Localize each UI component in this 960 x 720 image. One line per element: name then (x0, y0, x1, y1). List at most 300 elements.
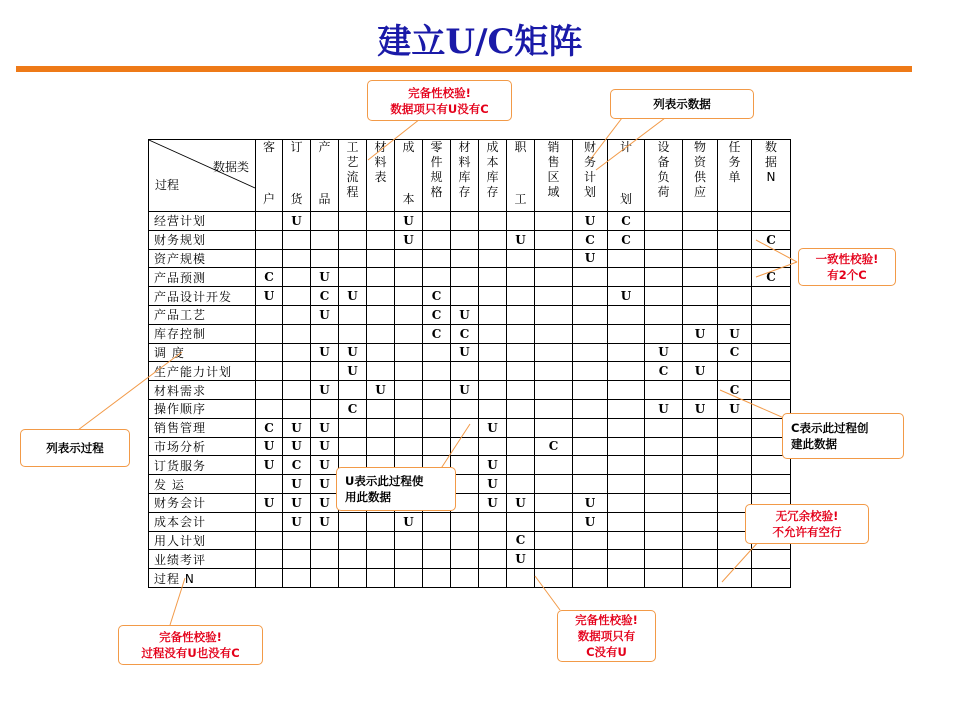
column-header (451, 140, 479, 212)
matrix-cell (645, 437, 683, 456)
matrix-cell: U (507, 230, 535, 249)
matrix-cell: U (283, 212, 311, 231)
matrix-cell (395, 418, 423, 437)
process-name: 调 度 (149, 343, 256, 362)
matrix-cell (479, 550, 507, 569)
table-row (149, 268, 791, 287)
callout-line: 不允许有空行 (772, 525, 842, 539)
matrix-cell: C (718, 343, 752, 362)
matrix-cell (535, 268, 573, 287)
matrix-cell (451, 418, 479, 437)
matrix-cell (645, 249, 683, 268)
matrix-cell (339, 418, 367, 437)
matrix-cell (423, 437, 451, 456)
matrix-cell (423, 531, 451, 550)
matrix-cell (367, 212, 395, 231)
process-name: 经营计划 (149, 212, 256, 231)
matrix-cell: C (752, 268, 791, 287)
table-row (149, 287, 791, 306)
matrix-cell (608, 456, 645, 475)
column-header-char: 务 (728, 155, 741, 169)
matrix-cell (752, 475, 791, 494)
column-header-char: 存 (458, 185, 471, 199)
matrix-cell (339, 437, 367, 456)
matrix-cell (395, 305, 423, 324)
matrix-cell (423, 418, 451, 437)
column-header-char: 产 (318, 140, 331, 154)
matrix-cell (718, 418, 752, 437)
matrix-cell (645, 230, 683, 249)
matrix-cell: U (311, 418, 339, 437)
matrix-cell (535, 493, 573, 512)
matrix-cell (608, 493, 645, 512)
matrix-cell (339, 324, 367, 343)
matrix-cell (479, 512, 507, 531)
matrix-cell (573, 475, 608, 494)
matrix-corner-header (149, 140, 256, 212)
matrix-cell (423, 249, 451, 268)
callout-redundancy (745, 504, 869, 544)
table-row (149, 550, 791, 569)
matrix-cell (283, 399, 311, 418)
column-header-char: 负 (657, 170, 670, 184)
process-name: 产品工艺 (149, 305, 256, 324)
matrix-cell (535, 230, 573, 249)
matrix-cell: U (395, 512, 423, 531)
matrix-cell (507, 268, 535, 287)
matrix-cell (608, 550, 645, 569)
column-header-char: 任 (728, 140, 741, 154)
process-name: 市场分析 (149, 437, 256, 456)
matrix-cell: C (608, 212, 645, 231)
matrix-cell (256, 531, 283, 550)
matrix-cell (256, 381, 283, 400)
process-name: 财务会计 (149, 493, 256, 512)
column-header-char: 数 (764, 140, 777, 154)
matrix-cell (256, 230, 283, 249)
matrix-cell (479, 569, 507, 588)
matrix-cell (683, 531, 718, 550)
matrix-cell (283, 249, 311, 268)
matrix-cell: U (683, 399, 718, 418)
matrix-cell (507, 212, 535, 231)
matrix-cell: U (283, 437, 311, 456)
matrix-cell (367, 399, 395, 418)
matrix-cell (645, 268, 683, 287)
matrix-cell (683, 230, 718, 249)
matrix-cell (451, 550, 479, 569)
matrix-cell (683, 249, 718, 268)
process-name: 销售管理 (149, 418, 256, 437)
matrix-cell: U (256, 456, 283, 475)
matrix-cell (479, 287, 507, 306)
matrix-cell (718, 249, 752, 268)
matrix-cell (507, 249, 535, 268)
matrix-cell (573, 418, 608, 437)
matrix-cell (608, 381, 645, 400)
matrix-cell (573, 343, 608, 362)
callout-columns-note (610, 89, 754, 119)
matrix-cell (645, 418, 683, 437)
matrix-cell: C (451, 324, 479, 343)
matrix-cell (256, 212, 283, 231)
page-title: 建立U/C矩阵 (377, 22, 583, 62)
column-header-char: 料 (374, 155, 387, 169)
matrix-cell: U (311, 268, 339, 287)
column-header-char: 本 (402, 192, 415, 206)
column-header-text (395, 140, 422, 211)
matrix-cell: U (256, 493, 283, 512)
matrix-cell: U (311, 512, 339, 531)
matrix-cell (367, 343, 395, 362)
matrix-cell (339, 230, 367, 249)
matrix-cell (535, 456, 573, 475)
matrix-cell: U (683, 324, 718, 343)
matrix-cell (339, 381, 367, 400)
matrix-cell (339, 268, 367, 287)
column-header (608, 140, 645, 212)
matrix-cell (256, 305, 283, 324)
matrix-cell (608, 399, 645, 418)
callout-line: C没有U (586, 645, 627, 659)
matrix-cell (507, 418, 535, 437)
matrix-cell (608, 437, 645, 456)
table-row (149, 475, 791, 494)
column-header-char: 订 (290, 140, 303, 154)
matrix-cell (507, 362, 535, 381)
matrix-cell: U (395, 230, 423, 249)
matrix-cell (718, 212, 752, 231)
table-row (149, 399, 791, 418)
column-header-text (507, 140, 534, 211)
column-header-char: 户 (262, 192, 275, 206)
process-name: 生产能力计划 (149, 362, 256, 381)
matrix-cell (256, 475, 283, 494)
matrix-cell: U (311, 343, 339, 362)
column-header-char: 设 (657, 140, 670, 154)
matrix-cell: C (283, 456, 311, 475)
callout-line: 完备性校验! (159, 630, 222, 644)
callout-completeness-bottom-left (118, 625, 263, 665)
matrix-cell (451, 512, 479, 531)
matrix-cell: U (683, 362, 718, 381)
matrix-cell (535, 362, 573, 381)
matrix-cell (367, 512, 395, 531)
matrix-cell: U (645, 343, 683, 362)
column-header-text (339, 140, 366, 211)
matrix-cell (752, 249, 791, 268)
callout-line: 完备性校验! (408, 85, 471, 100)
column-header-char: 库 (486, 170, 499, 184)
matrix-cell (507, 475, 535, 494)
column-header (718, 140, 752, 212)
matrix-cell (311, 550, 339, 569)
matrix-cell (608, 324, 645, 343)
matrix-cell: C (311, 287, 339, 306)
callout-line: 列表示数据 (653, 97, 711, 111)
matrix-cell (645, 569, 683, 588)
matrix-cell (573, 268, 608, 287)
matrix-cell (479, 268, 507, 287)
matrix-cell (683, 287, 718, 306)
table-row (149, 512, 791, 531)
matrix-cell (573, 550, 608, 569)
matrix-cell (256, 569, 283, 588)
matrix-cell (718, 437, 752, 456)
matrix-cell (507, 437, 535, 456)
column-header-char: 划 (619, 192, 632, 206)
callout-line: 完备性校验! (575, 613, 638, 627)
column-header-text (608, 140, 644, 211)
table-row (149, 531, 791, 550)
matrix-cell (339, 212, 367, 231)
matrix-cell (451, 362, 479, 381)
process-name: 材料需求 (149, 381, 256, 400)
column-header-text (752, 140, 790, 211)
callout-u-note (336, 467, 456, 511)
column-header-text (479, 140, 506, 211)
matrix-cell: U (507, 550, 535, 569)
matrix-cell: U (479, 475, 507, 494)
table-row (149, 249, 791, 268)
matrix-cell (423, 569, 451, 588)
matrix-cell: C (339, 399, 367, 418)
matrix-cell: U (718, 399, 752, 418)
callout-line: 建此数据 (791, 437, 837, 451)
callout-line: 列表示过程 (46, 441, 104, 455)
matrix-cell (573, 287, 608, 306)
matrix-cell (451, 531, 479, 550)
column-header-char: 货 (290, 192, 303, 206)
matrix-cell (645, 475, 683, 494)
matrix-cell (752, 212, 791, 231)
column-header-char: N (766, 170, 776, 184)
matrix-cell (752, 287, 791, 306)
uc-matrix (148, 139, 791, 588)
column-header-char: 艺 (346, 155, 359, 169)
matrix-cell (752, 362, 791, 381)
matrix-cell (339, 569, 367, 588)
matrix-cell (683, 343, 718, 362)
column-header-char: 资 (693, 155, 706, 169)
matrix-cell (479, 381, 507, 400)
callout-completeness-bottom (557, 610, 656, 662)
matrix-cell (718, 475, 752, 494)
matrix-cell (535, 212, 573, 231)
column-header-char: 流 (346, 170, 359, 184)
matrix-cell (451, 230, 479, 249)
matrix-cell: U (479, 418, 507, 437)
column-header (395, 140, 423, 212)
table-row (149, 212, 791, 231)
matrix-cell (395, 324, 423, 343)
callout-line: 无冗余校验! (775, 509, 839, 523)
matrix-cell (645, 493, 683, 512)
matrix-cell (535, 418, 573, 437)
matrix-cell (573, 456, 608, 475)
column-header-text (451, 140, 478, 211)
matrix-cell (535, 249, 573, 268)
matrix-cell (283, 381, 311, 400)
table-row (149, 324, 791, 343)
matrix-cell (535, 512, 573, 531)
matrix-cell: C (423, 305, 451, 324)
matrix-cell (283, 343, 311, 362)
matrix-cell (645, 305, 683, 324)
matrix-cell (451, 268, 479, 287)
matrix-cell: U (339, 287, 367, 306)
matrix-cell: U (311, 305, 339, 324)
matrix-cell (718, 456, 752, 475)
matrix-cell (573, 362, 608, 381)
matrix-cell (367, 550, 395, 569)
matrix-cell (683, 550, 718, 569)
matrix-cell: U (256, 287, 283, 306)
matrix-cell (311, 230, 339, 249)
matrix-cell (256, 249, 283, 268)
process-name: 操作顺序 (149, 399, 256, 418)
matrix-cell (752, 305, 791, 324)
matrix-cell: U (283, 493, 311, 512)
column-header-char: 材 (374, 140, 387, 154)
matrix-cell (283, 268, 311, 287)
matrix-cell (507, 569, 535, 588)
matrix-cell (645, 212, 683, 231)
matrix-cell (423, 268, 451, 287)
matrix-cell (311, 399, 339, 418)
matrix-cell (367, 268, 395, 287)
matrix-cell: C (423, 324, 451, 343)
matrix-cell (752, 324, 791, 343)
column-header-char: 库 (458, 170, 471, 184)
matrix-cell (608, 475, 645, 494)
matrix-cell (683, 418, 718, 437)
matrix-cell (283, 324, 311, 343)
matrix-cell (608, 512, 645, 531)
process-name: 过程 N (149, 569, 256, 588)
column-header-char: 销 (547, 140, 560, 154)
matrix-cell (608, 268, 645, 287)
column-header-text (311, 140, 338, 211)
matrix-cell (683, 512, 718, 531)
column-header (535, 140, 573, 212)
matrix-cell (683, 437, 718, 456)
matrix-cell (339, 550, 367, 569)
matrix-cell (608, 569, 645, 588)
matrix-cell (283, 230, 311, 249)
matrix-cell (608, 418, 645, 437)
callout-line: 一致性校验! (815, 252, 879, 266)
matrix-cell (718, 305, 752, 324)
matrix-cell (423, 550, 451, 569)
matrix-cell (507, 399, 535, 418)
column-header-text (645, 140, 682, 211)
matrix-cell (683, 456, 718, 475)
matrix-cell (683, 569, 718, 588)
matrix-cell (535, 324, 573, 343)
matrix-cell: U (256, 437, 283, 456)
matrix-cell (451, 437, 479, 456)
matrix-cell (573, 305, 608, 324)
matrix-cell (718, 569, 752, 588)
column-header-char: 物 (693, 140, 706, 154)
table-row (149, 456, 791, 475)
matrix-cell: U (573, 493, 608, 512)
matrix-cell (423, 381, 451, 400)
matrix-cell (683, 268, 718, 287)
matrix-cell (535, 287, 573, 306)
table-row (149, 569, 791, 588)
matrix-cell: C (645, 362, 683, 381)
column-header (423, 140, 451, 212)
column-header-char: 荷 (657, 185, 670, 199)
matrix-cell: U (573, 249, 608, 268)
matrix-cell (718, 362, 752, 381)
corner-process-label: 过程 (155, 178, 180, 192)
matrix-cell: U (645, 399, 683, 418)
matrix-cell: U (451, 381, 479, 400)
matrix-cell (573, 531, 608, 550)
column-header-char: 工 (514, 192, 527, 206)
matrix-cell (367, 437, 395, 456)
process-name: 发 运 (149, 475, 256, 494)
column-header-char: 职 (514, 140, 527, 154)
matrix-cell (256, 324, 283, 343)
column-header (683, 140, 718, 212)
matrix-cell (451, 399, 479, 418)
matrix-cell: U (367, 381, 395, 400)
matrix-cell: U (573, 212, 608, 231)
matrix-cell (752, 381, 791, 400)
table-row (149, 343, 791, 362)
matrix-cell: U (311, 456, 339, 475)
column-header-text (423, 140, 450, 211)
matrix-cell (507, 324, 535, 343)
matrix-cell (451, 212, 479, 231)
column-header-char: 单 (728, 170, 741, 184)
column-header-char: 成 (402, 140, 415, 154)
column-header-char: 件 (430, 155, 443, 169)
matrix-cell (395, 381, 423, 400)
table-row (149, 230, 791, 249)
matrix-cell (283, 531, 311, 550)
column-header (752, 140, 791, 212)
matrix-cell (535, 531, 573, 550)
matrix-cell (573, 324, 608, 343)
matrix-cell (311, 362, 339, 381)
title-divider (16, 66, 912, 72)
matrix-cell (311, 531, 339, 550)
matrix-cell (718, 230, 752, 249)
table-row (149, 362, 791, 381)
matrix-cell: C (752, 230, 791, 249)
matrix-cell: U (339, 343, 367, 362)
matrix-cell (256, 399, 283, 418)
matrix-cell: U (451, 305, 479, 324)
matrix-cell (367, 287, 395, 306)
matrix-cell: C (423, 287, 451, 306)
matrix-cell (367, 531, 395, 550)
callout-line: C表示此过程创 (791, 421, 869, 435)
matrix-cell (507, 287, 535, 306)
matrix-cell (311, 212, 339, 231)
column-header-char: 据 (764, 155, 777, 169)
matrix-cell (479, 324, 507, 343)
matrix-cell: U (311, 493, 339, 512)
column-header (645, 140, 683, 212)
matrix-cell: U (311, 381, 339, 400)
matrix-cell (645, 456, 683, 475)
